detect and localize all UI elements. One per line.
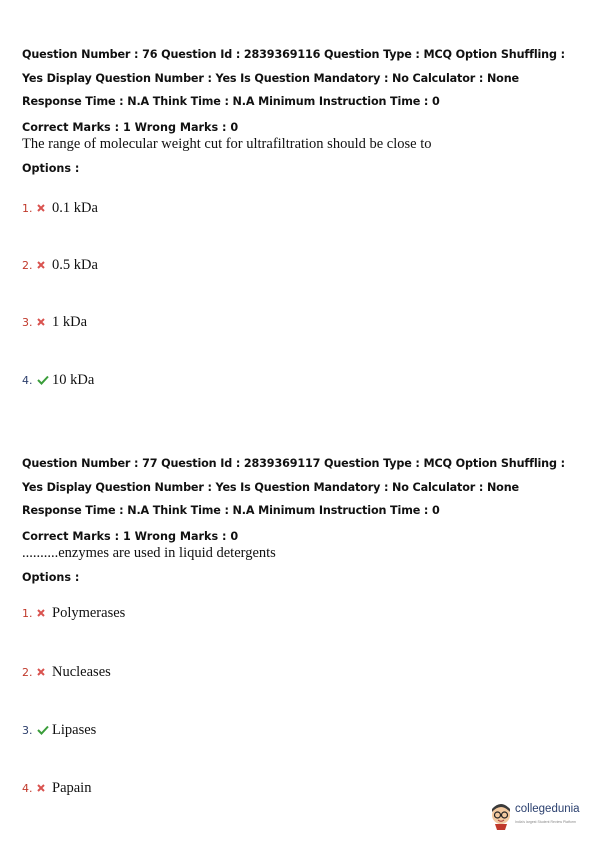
option-item — [22, 198, 98, 218]
option-item — [22, 662, 111, 682]
option-text: Polymerases — [52, 604, 126, 621]
options-label: Options : — [22, 161, 80, 175]
cross-icon — [37, 668, 51, 676]
option-text: Nucleases — [52, 663, 111, 680]
option-item — [22, 312, 87, 332]
cross-icon — [37, 609, 51, 617]
logo-name: collegedunia — [515, 803, 580, 815]
checkmark-icon — [37, 725, 51, 735]
question-meta: Question Number : 76 Question Id : 2839369116 Question Type : MCQ Option Shuffling : Yes Display Question Number : Yes Is Question Mandatory : No Calculator : None Response Time : N.A Think Time : N.A Minimum Instruction Time : 0 — [22, 48, 565, 108]
option-text: 10 kDa — [52, 371, 95, 388]
option-text: 0.5 kDa — [52, 256, 98, 273]
option-item — [22, 255, 98, 275]
logo-tagline: India's largest Student Review Platform — [515, 820, 576, 824]
option-number: 4. — [22, 781, 33, 795]
option-item — [22, 778, 91, 798]
checkmark-icon — [37, 375, 51, 385]
question-marks: Correct Marks : 1 Wrong Marks : 0 — [22, 529, 239, 543]
option-item — [22, 720, 96, 740]
cross-icon — [37, 318, 51, 326]
question-block-77 — [22, 452, 582, 586]
question-meta: Question Number : 77 Question Id : 2839369117 Question Type : MCQ Option Shuffling : Yes Display Question Number : Yes Is Question Mandatory : No Calculator : None Response Time : N.A Think Time : N.A Minimum Instruction Time : 0 — [22, 457, 565, 517]
question-text: ..........enzymes are used in liquid detergents — [22, 544, 276, 561]
option-text: 1 kDa — [52, 313, 88, 330]
option-number: 1. — [22, 201, 33, 215]
cross-icon — [37, 261, 51, 269]
question-text: The range of molecular weight cut for ultrafiltration should be close to — [22, 135, 432, 152]
question-marks: Correct Marks : 1 Wrong Marks : 0 — [22, 120, 239, 134]
option-text: Lipases — [52, 721, 97, 738]
option-number: 2. — [22, 665, 33, 679]
option-item — [22, 370, 94, 390]
collegedunia-logo — [489, 800, 589, 832]
option-number: 3. — [22, 315, 33, 329]
option-number: 2. — [22, 258, 33, 272]
cross-icon — [37, 784, 51, 792]
mascot-icon — [489, 800, 513, 830]
option-text: 0.1 kDa — [52, 199, 98, 216]
option-number: 3. — [22, 723, 33, 737]
question-block-76 — [22, 43, 582, 177]
option-number: 1. — [22, 606, 33, 620]
option-item — [22, 603, 125, 623]
options-label: Options : — [22, 570, 80, 584]
option-number: 4. — [22, 373, 33, 387]
cross-icon — [37, 204, 51, 212]
option-text: Papain — [52, 779, 92, 796]
